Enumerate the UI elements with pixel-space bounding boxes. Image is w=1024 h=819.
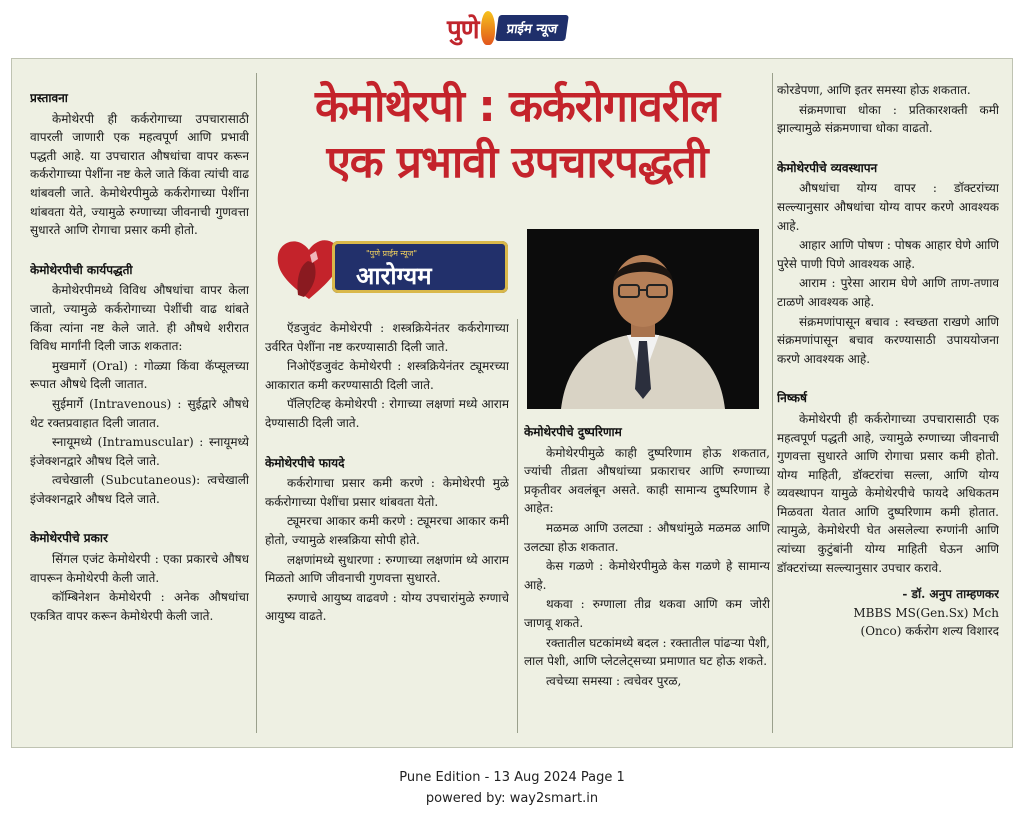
paragraph: संक्रमणाचा धोका : प्रतिकारशक्ती कमी झाल्यामुळे संक्रमणाचा धोका वाढतो. [777, 102, 999, 136]
paragraph: रुग्णाचे आयुष्य वाढवणे : योग्य उपचारांमुळे रुग्णाचे आयुष्य वाढते. [265, 590, 509, 624]
paragraph: सिंगल एजंट केमोथेरपी : एका प्रकारचे औषध वापरून केमोथेरपी केली जाते. [30, 552, 249, 585]
paragraph: मळमळ आणि उलट्या : औषधांमुळे मळमळ आणि उलट्या होऊ शकतात. [524, 520, 770, 554]
article-headline [262, 79, 772, 191]
section-heading: केमोथेरपीची कार्यपद्धती [30, 262, 133, 277]
article-column-4 [777, 59, 999, 747]
column-divider [772, 73, 773, 733]
paragraph: रक्तातील घटकांमध्ये बदल : रक्तातील पांढऱ्या पेशी, लाल पेशी, आणि प्लेटलेट्सच्या प्रमाणात घट होऊ शकते. [524, 635, 770, 669]
paragraph: सुईमार्गे (Intravenous) : सुईद्वारे औषधे थेट रक्तप्रवाहात दिली जातात. [30, 396, 249, 430]
section-heading: प्रस्तावना [30, 91, 68, 105]
author-credentials: MBBS MS(Gen.Sx) Mch [853, 605, 999, 620]
paragraph: थकवा : रुग्णाला तीव्र थकवा आणि कम जोरी जाणवू शकते. [524, 597, 770, 630]
masthead-logo [447, 4, 567, 52]
paragraph: संक्रमणांपासून बचाव : स्वच्छता राखणे आणि संक्रमणांपासून बचाव करण्यासाठी उपाययोजना करणे आवश्यक आहे. [777, 314, 999, 366]
paragraph: ऍडजुवंट केमोथेरपी : शस्त्रक्रियेनंतर कर्करोगाच्या उर्वरित पेशींना नष्ट करण्यासाठी दिली जाते. [265, 321, 509, 354]
paragraph: कोरडेपणा, आणि इतर समस्या होऊ शकतात. [777, 83, 971, 97]
paragraph: लक्षणांमध्ये सुधारणा : रुग्णाच्या लक्षणांम ध्ये आराम मिळतो आणि जीवनाची गुणवत्ता सुधारते. [265, 552, 509, 586]
edition-info: Pune Edition - 13 Aug 2024 Page 1 [399, 770, 625, 785]
section-heading: केमोथेरपीचे फायदे [265, 455, 345, 470]
powered-by-link[interactable]: powered by: way2smart.in [425, 791, 599, 806]
newspaper-page [11, 58, 1013, 748]
author-photo [527, 229, 759, 409]
section-logo-tagline: "पुणे प्राईम न्यूज" [366, 249, 418, 258]
paragraph: केमोथेरपीमुळे काही दुष्परिणाम होऊ शकतात, ज्यांची तीव्रता औषधांच्या प्रकाराचर आणि रुग्णाच्या प्रकृतीवर अवलंबून असते. काही सामान्य दुष्परिणाम हे आहेत: [524, 445, 770, 516]
section-heading: निष्कर्ष [777, 391, 807, 406]
headline-line-2: एक प्रभावी उपचारपद्धती [326, 137, 708, 188]
paragraph: त्वचेखाली (Subcutaneous): त्वचेखाली इंजेक्शनद्वारे औषध दिले जाते. [30, 473, 249, 506]
paragraph: स्नायूमध्ये (Intramuscular) : स्नायूमध्ये इंजेक्शनद्वारे औषध दिले जाते. [30, 435, 249, 468]
section-heading: केमोथेरपीचे प्रकार [30, 531, 108, 546]
paragraph: त्वचेच्या समस्या : त्वचेवर पुरळ, [546, 673, 682, 688]
paragraph: कॉम्बिनेशन केमोथेरपी : अनेक औषधांचा एकत्रित वापर करून केमोथेरपी केली जाते. [30, 590, 249, 623]
paragraph: आहार आणि पोषण : पोषक आहार घेणे आणि पुरेसे पाणी पिणे आवश्यक आहे. [777, 238, 999, 271]
author-signature: - डॉ. अनुप ताम्हणकर [902, 587, 999, 602]
paragraph: केस गळणे : केमोथेरपीमुळे केस गळणे हे सामान्य आहे. [524, 559, 770, 592]
article-column-2 [265, 319, 509, 747]
headline-line-1: केमोथेरपी : कर्करोगावरील [314, 81, 720, 132]
paragraph: निओऍडजुवंट केमोथेरपी : शस्त्रक्रियेनंतर ट्यूमरच्या आकारात कमी करण्यासाठी दिली जाते. [265, 359, 509, 392]
paragraph: केमोथेरपीमध्ये विविध औषधांचा वापर केला जातो, ज्यामुळे कर्करोगाच्या पेशींची वाढ थांबते किंवा त्यांना नष्ट केले जाते. ही औषधे शरीरात विविध मार्गांनी दिली जाऊ शकतात: [30, 283, 249, 354]
section-heading: केमोथेरपीचे दुष्परिणाम [524, 425, 622, 439]
paragraph: केमोथेरपी ही कर्करोगाच्या उपचारासाठी वापरली जाणारी एक महत्वपूर्ण आणि प्रभावी पद्धती आहे. या उपचारात औषधांचा वापर करून कर्करोगाच्या पेशींना नष्ट केले जाते किंवा त्यांची वाढ थांबवली जाते. केमोथेरपीमुळे कर्करोगाच्या पेशींना थांबवता येते, ज्यामुळे रुग्णाच्या जीवनाची गुणवत्ता सुधारते आणि रोगाचा प्रसार कमी होतो. [30, 111, 249, 238]
article-column-3 [524, 417, 770, 747]
paragraph: मुखमार्गे (Oral) : गोळ्या किंवा कॅप्सूलच्या रूपात औषधे दिली जातात. [30, 358, 249, 392]
article-column-1 [30, 59, 249, 747]
author-credentials: (Onco) कर्करोग शल्य विशारद [860, 624, 999, 639]
paragraph: आराम : पुरेसा आराम घेणे आणि ताण-तणाव टाळणे आवश्यक आहे. [777, 276, 999, 309]
paragraph: केमोथेरपी ही कर्करोगाच्या उपचारासाठी एक महत्वपूर्ण पद्धती आहे, ज्यामुळे रुग्णाच्या जीवनाची गुणवत्ता सुधारते आणि रोगाचा प्रसार कमी होतो. योग्य माहिती, डॉक्टरांचा सल्ला, आणि योग्य व्यवस्थापन यामुळे केमोथेरपीचे फायदे अधिकतम मिळवता येतात आणि दुष्परिणाम कमी होतात. त्यामुळे, केमोथेरपी घेत असलेल्या रुग्णांनी आणि त्यांच्या कुटुंबांनी योग्य माहिती घेऊन आणि डॉक्टरांच्या सल्ल्यानुसार उपचार करावे. [777, 411, 999, 575]
column-divider [256, 73, 257, 733]
section-logo [274, 231, 514, 307]
paragraph: औषधांचा योग्य वापर : डॉक्टरांच्या सल्ल्यानुसार औषधांचा योग्य वापर करणे आवश्यक आहे. [777, 181, 999, 233]
section-heading: केमोथेरपीचे व्यवस्थापन [777, 160, 878, 175]
flame-icon [481, 11, 495, 45]
column-divider [517, 319, 518, 733]
paragraph: ट्यूमरचा आकार कमी करणे : ट्यूमरचा आकार कमी होतो, ज्यामुळे शस्त्रक्रिया सोपी होते. [265, 514, 509, 547]
masthead-name: पुणे [447, 15, 479, 45]
masthead-tag: प्राईम न्यूज [495, 15, 569, 41]
section-logo-title: आरोग्यम [356, 262, 432, 290]
paragraph: पॅलिएटिव्ह केमोथेरपी : रोगाच्या लक्षणां मध्ये आराम देण्यासाठी दिली जाते. [265, 397, 509, 430]
doctor-portrait-image [527, 229, 759, 409]
paragraph: कर्करोगाचा प्रसार कमी करणे : केमोथेरपी मुळे कर्करोगाच्या पेशींचा प्रसार थांबवता येतो. [265, 476, 509, 509]
